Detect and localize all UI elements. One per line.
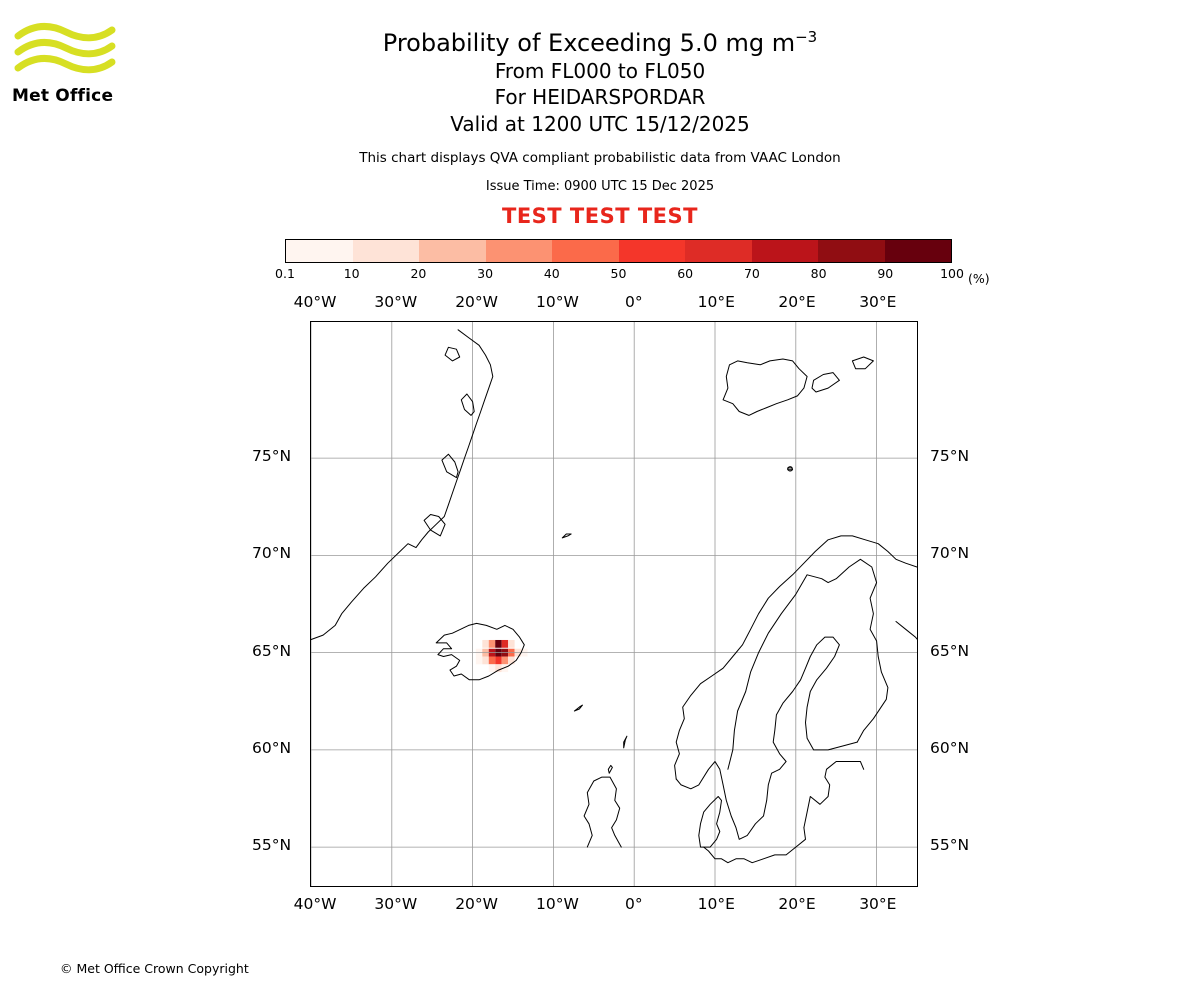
heatmap-cell-14 <box>482 657 488 665</box>
map-gridlines <box>311 322 917 886</box>
coastlines <box>311 330 917 863</box>
axis-label-bottom-10°E: 10°E <box>697 895 735 913</box>
axis-label-left-60°N: 60°N <box>252 738 292 757</box>
heatmap-cell-1 <box>489 640 495 648</box>
axis-label-left-55°N: 55°N <box>252 836 292 855</box>
axis-label-top-20°W: 20°W <box>455 293 498 311</box>
coastline-15 <box>699 797 722 848</box>
copyright-text: © Met Office Crown Copyright <box>60 961 249 976</box>
heatmap-cell-18 <box>508 657 514 665</box>
page-title-text: Probability of Exceeding 5.0 mg m <box>382 29 796 57</box>
axis-label-bottom-20°E: 20°E <box>778 895 816 913</box>
axis-label-bottom-0°: 0° <box>625 895 643 913</box>
issue-time-text: Issue Time: 0900 UTC 15 Dec 2025 <box>485 179 715 195</box>
axis-label-bottom-10°W: 10°W <box>536 895 579 913</box>
axis-label-top-10°E: 10°E <box>697 293 735 311</box>
met-office-logo-text: Met Office <box>12 86 114 106</box>
axis-label-top-30°W: 30°W <box>374 293 418 311</box>
colourbar-tick-100: 100 <box>940 266 964 281</box>
axis-label-right-75°N: 75°N <box>930 447 970 466</box>
colourbar-band-3 <box>486 240 553 262</box>
colourbar-tick-10: 10 <box>343 266 360 281</box>
coastline-0 <box>311 330 493 653</box>
coastline-22 <box>896 622 917 653</box>
map-canvas <box>311 322 917 886</box>
axis-label-top-20°E: 20°E <box>778 293 816 311</box>
axis-label-left-70°N: 70°N <box>252 544 292 563</box>
colourbar <box>275 239 964 284</box>
coastline-5 <box>445 347 460 361</box>
heatmap-cell-13 <box>476 657 482 665</box>
colourbar-tick-80: 80 <box>810 266 827 281</box>
coastline-11 <box>852 357 873 369</box>
heatmap-cell-17 <box>502 657 508 665</box>
colourbar-tick-60: 60 <box>677 266 694 281</box>
colourbar-tick-50: 50 <box>610 266 627 281</box>
colourbar-band-5 <box>619 240 686 262</box>
coastline-13 <box>728 559 888 769</box>
axis-label-bottom-30°E: 30°E <box>859 895 897 913</box>
colourbar-band-6 <box>685 240 752 262</box>
heatmap-cell-16 <box>495 657 501 665</box>
colourbar-tick-40: 40 <box>543 266 560 281</box>
axis-label-left-65°N: 65°N <box>252 641 292 660</box>
chart-titles <box>0 0 1200 228</box>
heatmap-cell-20 <box>495 664 501 672</box>
test-banner: TEST TEST TEST <box>502 204 698 229</box>
axis-label-right-70°N: 70°N <box>930 544 970 563</box>
coastline-7 <box>562 534 571 538</box>
heatmap-cells <box>476 640 528 672</box>
page-title-exponent: −3 <box>795 28 818 46</box>
colourbar-tick-labels <box>275 266 964 284</box>
axis-label-left-75°N: 75°N <box>252 447 292 466</box>
colourbar-tick-30: 30 <box>477 266 494 281</box>
map-plot-area[interactable] <box>310 321 918 887</box>
heatmap-cell-15 <box>489 657 495 665</box>
axis-label-bottom-30°W: 30°W <box>374 895 418 913</box>
disclaimer-text: This chart displays QVA compliant probabilistic data from VAAC London <box>359 150 841 167</box>
coastline-14 <box>676 637 857 839</box>
coastline-9 <box>723 359 807 415</box>
colourbar-tick-0.1: 0.1 <box>275 266 295 281</box>
coastline-3 <box>442 454 458 477</box>
heatmap-cell-3 <box>502 640 508 648</box>
colourbar-band-8 <box>818 240 885 262</box>
heatmap-cell-4 <box>508 640 514 648</box>
colourbar-band-4 <box>552 240 619 262</box>
axis-label-right-65°N: 65°N <box>930 641 970 660</box>
colourbar-band-2 <box>419 240 486 262</box>
colourbar-band-1 <box>353 240 420 262</box>
subtitle-volcano: For HEIDARSPORDAR <box>494 85 706 110</box>
axis-label-right-55°N: 55°N <box>930 836 970 855</box>
coastline-10 <box>812 373 839 392</box>
coastline-17 <box>574 705 582 711</box>
colourbar-tick-20: 20 <box>410 266 427 281</box>
axis-label-top-40°W: 40°W <box>293 293 337 311</box>
axis-label-right-60°N: 60°N <box>930 738 970 757</box>
axis-label-bottom-40°W: 40°W <box>293 895 337 913</box>
colourbar-band-0 <box>286 240 353 262</box>
coastline-16 <box>584 777 621 847</box>
heatmap-cell-0 <box>482 640 488 648</box>
colourbar-band-9 <box>885 240 952 262</box>
page-title <box>0 28 1200 58</box>
subtitle-valid-time: Valid at 1200 UTC 15/12/2025 <box>450 111 750 136</box>
colourbar-band-7 <box>752 240 819 262</box>
coastline-18 <box>624 736 627 748</box>
colourbar-tick-70: 70 <box>743 266 760 281</box>
axis-label-top-30°E: 30°E <box>859 293 897 311</box>
axis-label-bottom-20°W: 20°W <box>455 895 498 913</box>
colourbar-gradient <box>285 239 952 263</box>
coastline-19 <box>608 765 612 773</box>
heatmap-cell-19 <box>489 664 495 672</box>
colourbar-units: (%) <box>968 271 990 286</box>
coastline-21 <box>804 762 864 828</box>
heatmap-cell-2 <box>495 640 501 648</box>
subtitle-flight-levels: From FL000 to FL050 <box>494 59 706 83</box>
axis-label-top-10°W: 10°W <box>536 293 579 311</box>
axis-label-top-0°: 0° <box>625 293 643 311</box>
colourbar-tick-90: 90 <box>877 266 894 281</box>
